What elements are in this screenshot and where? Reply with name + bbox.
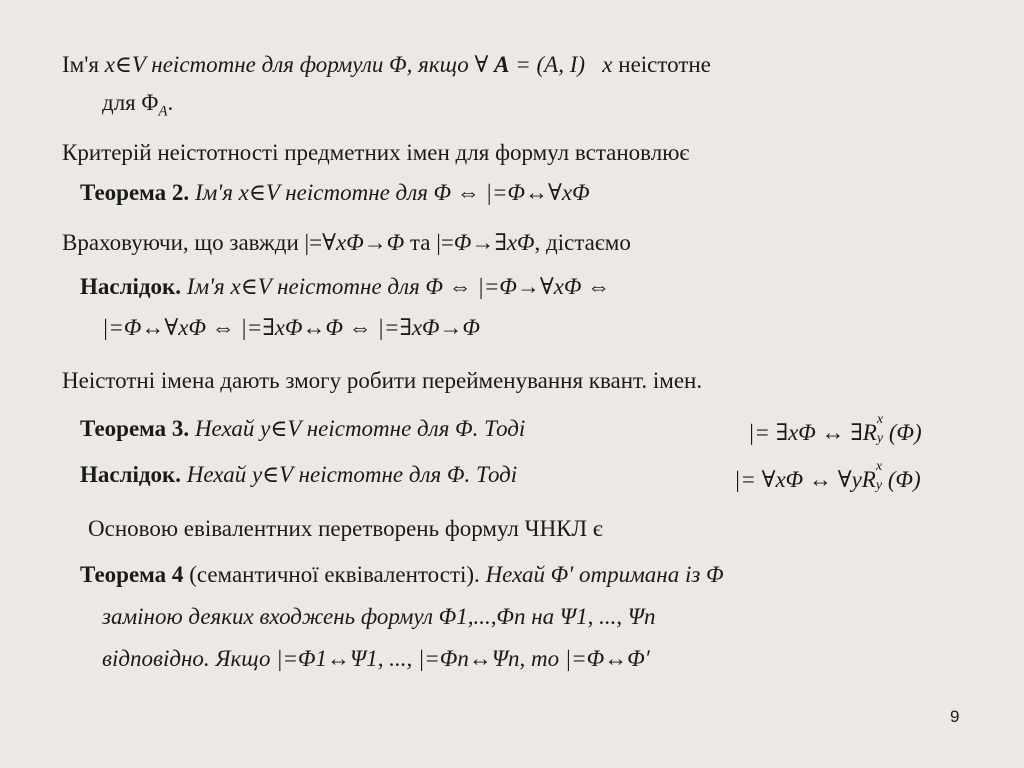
theorem-4-line-3: відповідно. Якщо |=Φ1↔Ψ1, ..., |=Φn↔Ψn, то |=Φ↔Φ′ — [102, 646, 650, 671]
basis-line: Основою евівалентних перетворень формул ЧНКЛ є — [88, 516, 603, 541]
theorem-4-label: Теорема 4 — [80, 562, 184, 587]
definition-line-2 — [102, 88, 173, 127]
corollary-2-formula-sup: x — [875, 459, 883, 474]
given-and: та |= — [409, 230, 454, 255]
theorem-2 — [80, 178, 590, 208]
theorem-4-line-1 — [80, 560, 724, 590]
theorem-4-line-2: заміною деяких входжень формул Φ1,...,Φn на Ψ1, ..., Ψn — [102, 604, 656, 629]
definition-structure-symbol: A — [494, 52, 510, 77]
theorem-3-label: Теорема 3. — [80, 416, 190, 441]
corollary-2-label: Наслідок. — [80, 462, 182, 487]
definition-structure-def: = (A, I) — [515, 52, 586, 77]
corollary-2-formula — [734, 459, 921, 495]
theorem-3-formula-sub: y — [876, 431, 884, 446]
theorem-3-formula-end: (Φ) — [888, 420, 922, 445]
corollary-1-line-1 — [80, 272, 610, 302]
corollary-2 — [80, 460, 517, 490]
theorem-3-formula-main: |= ∃xΦ ↔ ∃R — [748, 420, 877, 445]
corollary-2-formula-end: (Φ) — [887, 467, 921, 492]
theorem-2-statement: Ім'я x∈V неістотне для Φ ⇔ |=Φ↔∀xΦ — [194, 180, 590, 205]
theorem-3 — [80, 414, 525, 444]
corollary-2-formula-main: |= ∀xΦ ↔ ∀yR — [734, 467, 876, 492]
definition-name-word: Ім'я — [62, 52, 99, 77]
corollary-2-statement: Нехай y∈V неістотне для Φ. Тоді — [186, 462, 518, 487]
page-number: 9 — [950, 707, 960, 726]
corollary-1-line-2: |=Φ↔∀xΦ ⇔ |=∃xΦ↔Φ ⇔ |=∃xΦ→Φ — [102, 315, 481, 340]
definition-inessential-word: неістотне — [618, 52, 711, 77]
theorem-2-label: Теорема 2. — [80, 180, 190, 205]
renaming-line: Неістотні імена дають змогу робити перейменування квант. імен. — [62, 368, 703, 393]
theorem-3-formula — [748, 412, 922, 448]
given-intro: Враховуючи, що завжди |= — [62, 230, 323, 255]
given-formula-1: ∀xΦ→Φ — [322, 230, 405, 255]
theorem-3-statement: Нехай y∈V неістотне для Φ. Тоді — [194, 416, 526, 441]
definition-line-1 — [62, 50, 711, 80]
given-line — [62, 228, 631, 258]
definition-condition: x∈V неістотне для формули Φ, якщо ∀ — [104, 52, 489, 77]
theorem-3-formula-sup: x — [876, 412, 884, 427]
theorem-4-statement: Нехай Φ′ отримана із Φ — [485, 562, 724, 587]
corollary-2-formula-sub: y — [875, 478, 883, 493]
definition-variable: x — [602, 52, 613, 77]
corollary-1-statement: Ім'я x∈V неістотне для Φ ⇔ |=Φ→∀xΦ ⇔ — [186, 274, 611, 299]
definition-for-phi: для Φ — [102, 90, 159, 115]
definition-subscript-a: A — [158, 103, 168, 120]
definition-period: . — [167, 90, 174, 115]
corollary-1-label: Наслідок. — [80, 274, 182, 299]
given-conclusion: , дістаємо — [534, 230, 631, 255]
theorem-4-name: (семантичної еквівалентості). — [189, 562, 480, 587]
criterion-line: Критерій неістотності предметних імен для формул встановлює — [62, 140, 690, 165]
given-formula-2: Φ→∃xΦ — [453, 230, 535, 255]
